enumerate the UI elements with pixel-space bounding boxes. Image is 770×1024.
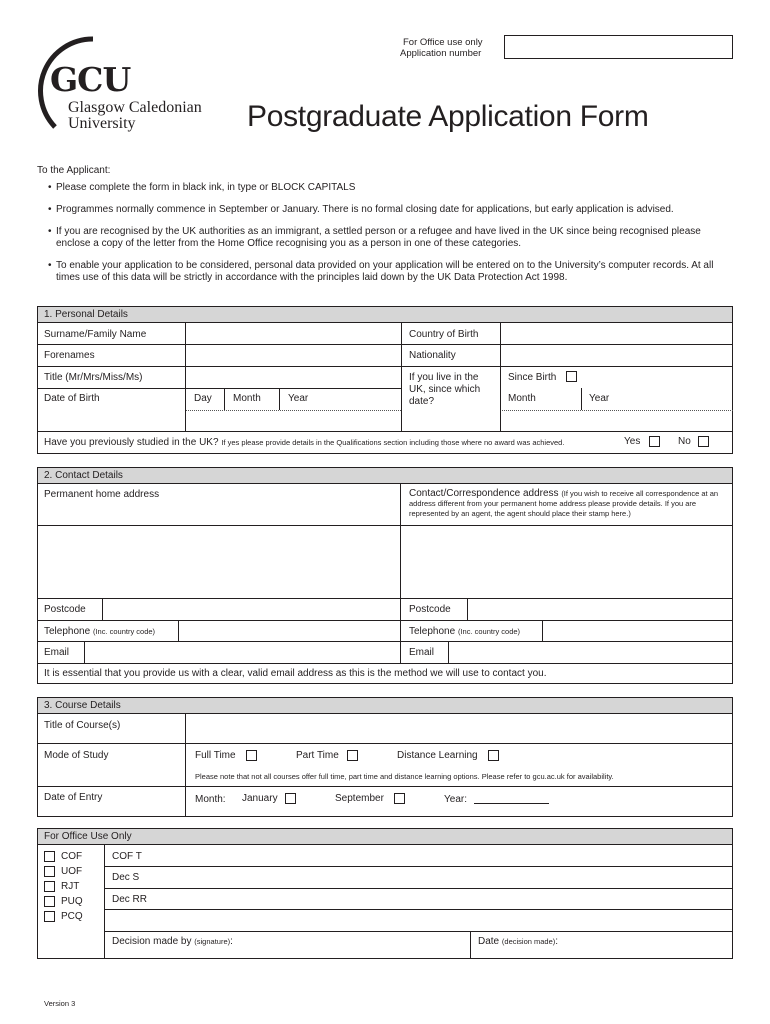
home-email-label: Email — [44, 647, 70, 658]
studied-question-text: Have you previously studied in the UK? — [44, 437, 219, 448]
cof-t-label: COF T — [112, 851, 142, 862]
intro-bullet-3: If you are recognised by the UK authorities as an immigrant, a settled person or a refugee and have lived in the UK since being recognised please enclose a copy of the letter from the Home Office recognising you as a person in one of these categories. — [56, 226, 701, 249]
intro-heading: To the Applicant: — [37, 165, 111, 176]
application-number-label: Application number — [400, 48, 482, 59]
logo-initials: GCU — [50, 60, 131, 99]
september-label: September — [335, 793, 384, 804]
dec-s-label: Dec S — [112, 872, 140, 883]
course-title-input[interactable] — [186, 715, 732, 743]
full-time-checkbox[interactable] — [246, 750, 257, 761]
puq-label: PUQ — [61, 896, 83, 907]
dob-underline — [186, 410, 401, 411]
decision-by-text: Decision made by — [112, 936, 192, 947]
surname-input[interactable] — [186, 324, 400, 344]
mode-label: Mode of Study — [44, 750, 109, 761]
col-divider — [401, 323, 402, 431]
corr-postcode-label: Postcode — [409, 604, 451, 615]
intro-bullet-1: Please complete the form in black ink, in type or BLOCK CAPITALS — [56, 182, 356, 193]
cof-label: COF — [61, 851, 83, 862]
gcu-logo — [33, 35, 233, 135]
january-checkbox[interactable] — [285, 793, 296, 804]
entry-year-input[interactable] — [474, 803, 549, 804]
country-of-birth-label: Country of Birth — [409, 329, 479, 340]
corr-postcode-input[interactable] — [468, 599, 732, 620]
uof-checkbox[interactable] — [44, 866, 55, 877]
title-label: Title (Mr/Mrs/Miss/Ms) — [44, 372, 143, 383]
personal-details-heading: 1. Personal Details — [37, 306, 733, 323]
course-title-label: Title of Course(s) — [44, 720, 121, 731]
rjt-label: RJT — [61, 881, 80, 892]
version-label: Version 3 — [44, 999, 76, 1008]
row-divider — [104, 931, 733, 932]
home-telephone-input[interactable] — [179, 621, 400, 641]
puq-checkbox[interactable] — [44, 896, 55, 907]
page-title: Postgraduate Application Form — [247, 100, 649, 133]
nationality-label: Nationality — [409, 350, 456, 361]
corr-address-label — [409, 489, 729, 519]
col-divider — [470, 931, 471, 959]
row-divider — [104, 866, 733, 867]
distance-learning-checkbox[interactable] — [488, 750, 499, 761]
telephone-text: Telephone — [409, 626, 456, 637]
studied-question — [44, 437, 564, 449]
corr-address-title: Contact/Correspondence address — [409, 488, 559, 499]
dob-label: Date of Birth — [44, 393, 100, 404]
studied-yes-label: Yes — [624, 436, 641, 447]
logo-line2: University — [68, 115, 136, 132]
corr-address-note: (If you wish to receive all correspondence at an address different from your permanent home address please provide details. If you are represented by an agent, the agent should place their stamp here.) — [409, 489, 719, 518]
pcq-checkbox[interactable] — [44, 911, 55, 922]
home-address-input[interactable] — [38, 526, 400, 598]
bullet-dot: • — [48, 226, 52, 237]
part-time-label: Part Time — [296, 750, 339, 761]
row-divider — [37, 743, 733, 744]
january-label: January — [242, 793, 278, 804]
country-of-birth-input[interactable] — [501, 324, 732, 344]
contact-details-heading: 2. Contact Details — [37, 467, 733, 484]
home-postcode-input[interactable] — [103, 599, 400, 620]
row-divider — [104, 909, 733, 910]
bullet-dot: • — [48, 260, 52, 271]
since-divider — [581, 388, 582, 410]
corr-email-label: Email — [409, 647, 435, 658]
row-divider — [37, 431, 733, 432]
cof-checkbox[interactable] — [44, 851, 55, 862]
office-use-label: For Office use only — [403, 37, 483, 48]
dob-divider — [279, 388, 280, 410]
dec-rr-label: Dec RR — [112, 894, 148, 905]
since-year-label: Year — [589, 393, 610, 404]
forenames-label: Forenames — [44, 350, 95, 361]
studied-note: If yes please provide details in the Qualifications section including those where no award was achieved. — [221, 438, 565, 447]
since-month-label: Month — [508, 393, 536, 404]
part-time-checkbox[interactable] — [347, 750, 358, 761]
intro-bullet-2: Programmes normally commence in September or January. There is no formal closing date for applications, but early application is advised. — [56, 204, 674, 215]
corr-telephone-input[interactable] — [543, 621, 732, 641]
decision-date-text: Date — [478, 936, 500, 947]
nationality-input[interactable] — [501, 345, 732, 366]
home-postcode-label: Postcode — [44, 604, 86, 615]
studied-no-checkbox[interactable] — [698, 436, 709, 447]
distance-learning-label: Distance Learning — [397, 750, 478, 761]
home-address-label: Permanent home address — [44, 489, 160, 500]
email-essential-note: It is essential that you provide us with a clear, valid email address as this is the method we will use to contact you. — [44, 668, 547, 679]
since-underline — [500, 410, 733, 411]
uof-label: UOF — [61, 866, 83, 877]
full-time-label: Full Time — [195, 750, 236, 761]
dob-day-label: Day — [194, 393, 212, 404]
course-details-heading: 3. Course Details — [37, 697, 733, 714]
decision-by-label: Decision made by (signature): — [112, 936, 233, 947]
col-divider — [104, 845, 105, 959]
decision-date-label: Date (decision made): — [478, 936, 559, 947]
office-use-heading: For Office Use Only — [37, 828, 733, 845]
decision-by-note: (signature) — [194, 937, 231, 946]
bullet-dot: • — [48, 204, 52, 215]
entry-year-label: Year: — [444, 794, 467, 805]
forenames-input[interactable] — [186, 345, 400, 366]
studied-no-label: No — [678, 436, 691, 447]
row-divider — [37, 388, 401, 389]
application-number-field[interactable] — [504, 35, 733, 59]
bullet-dot: • — [48, 182, 52, 193]
corr-email-input[interactable] — [449, 642, 732, 663]
september-checkbox[interactable] — [394, 793, 405, 804]
pcq-label: PCQ — [61, 911, 83, 922]
dob-divider — [224, 388, 225, 410]
surname-label: Surname/Family Name — [44, 329, 147, 340]
title-input[interactable] — [186, 367, 400, 388]
corr-telephone-label — [409, 626, 520, 638]
telephone-note: (Inc. country code) — [457, 627, 521, 636]
corr-address-input[interactable] — [401, 526, 732, 598]
mode-availability-note: Please note that not all courses offer full time, part time and distance learning options. Please refer to gcu.ac.uk for availability. — [195, 772, 614, 781]
home-telephone-label — [44, 626, 155, 638]
dob-year-label: Year — [288, 393, 309, 404]
entry-month-label: Month: — [195, 794, 226, 805]
row-divider — [104, 888, 733, 889]
row-divider — [37, 663, 733, 664]
telephone-text: Telephone — [44, 626, 91, 637]
dob-month-label: Month — [233, 393, 261, 404]
home-email-input[interactable] — [85, 642, 400, 663]
since-birth-label: Since Birth — [508, 372, 557, 383]
uk-since-label: If you live in the UK, since which date? — [409, 372, 481, 407]
since-birth-checkbox[interactable] — [566, 371, 577, 382]
intro-bullet-4: To enable your application to be considered, personal data provided on your application will be entered on to the University’s computer records. At all times use of this data will be strictly in accordance with the principles laid down by the UK Data Protection Act 1998. — [56, 260, 714, 283]
date-of-entry-label: Date of Entry — [44, 792, 103, 803]
decision-date-note: (decision made) — [501, 937, 556, 946]
studied-yes-checkbox[interactable] — [649, 436, 660, 447]
telephone-note: (Inc. country code) — [92, 627, 156, 636]
rjt-checkbox[interactable] — [44, 881, 55, 892]
row-divider — [37, 786, 733, 787]
logo-line1: Glasgow Caledonian — [68, 99, 202, 116]
